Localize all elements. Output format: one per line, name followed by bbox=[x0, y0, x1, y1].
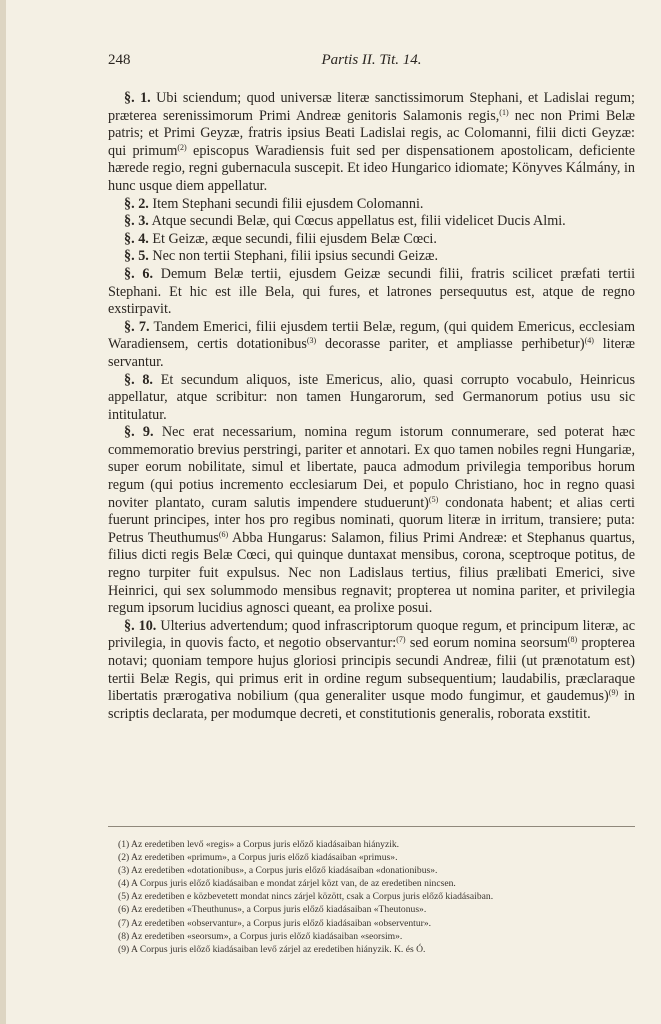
footnote: (7) Az eredetiben «observantur», a Corpus juris előző kiadásaiban «observentur». bbox=[118, 917, 432, 929]
paragraph-text: Tandem Emerici, filii ejusdem tertii Belæ, regum, (qui quidem Emericus, ecclesiam Waradiensem, certis dotationibus bbox=[108, 318, 636, 353]
section-number: §. 2. bbox=[124, 195, 149, 212]
page-number: 248 bbox=[108, 52, 131, 68]
footnote: (3) Az eredetiben «dotationibus», a Corpus juris előző kiadásaiban «donationibus». bbox=[118, 865, 438, 877]
running-head: Partis II. Tit. 14. bbox=[321, 52, 422, 68]
paragraph-section-10 bbox=[108, 618, 635, 724]
footnote-ref: (8) bbox=[567, 635, 578, 645]
section-number: §. 4. bbox=[124, 230, 149, 247]
section-number: §. 1. bbox=[124, 90, 151, 106]
paragraph-section-9 bbox=[108, 424, 635, 618]
paragraph-section-4 bbox=[108, 231, 635, 249]
paragraph-text: Item Stephani secundi filii ejusdem Colomanni. bbox=[152, 195, 424, 212]
paragraph-text: in scriptis declarata, per modumque decreti, et constitutionis generalis, roborata exstitit. bbox=[108, 688, 635, 722]
footnote-ref: (4) bbox=[584, 336, 594, 346]
section-number: §. 8. bbox=[124, 371, 153, 388]
paragraph-text: Abba Hungarus: Salamon, filius Primi Andreæ: et Stephanus quartus, filius dicti regis Belæ Cœci, qui quinque duntaxat mensibus, corona, sceptroque potitus, de regno turpiter fuit expulsus. Nec non Ladislaus tertius, filius prælibati Emerici, sive Heinrici, qui sex solummodo mensibus regnavit; propterea ut nomina pariter, et privilegia regum ipsorum lucidius agnosci queant, ea prolixe posui. bbox=[108, 529, 635, 617]
paragraph-text: Et secundum aliquos, iste Emericus, alio, quasi corrupto vocabulo, Heinricus appellatur, atque scribitur: non tamen Hungarorum, sed Germanorum potius usu sic intitulatur. bbox=[108, 371, 636, 423]
paragraph-section-5 bbox=[108, 248, 635, 266]
section-number: §. 7. bbox=[124, 318, 150, 335]
footnote: (2) Az eredetiben «primum», a Corpus juris előző kiadásaiban «primus». bbox=[118, 852, 398, 864]
paragraph-text: literæ servantur. bbox=[108, 336, 635, 370]
section-number: §. 10. bbox=[124, 617, 157, 634]
footnote: (9) A Corpus juris előző kiadásaiban levő zárjel az eredetiben hiányzik. K. és Ó. bbox=[118, 943, 426, 955]
paragraph-text: Nec erat necessarium, nomina regum istorum connumerare, sed poterat hæc commemoratio brevius perstringi, pariter et annotari. Ex quo tamen nobiles regni Hungariæ, super eorum nobilitate, simul et libertate, pauca admodum privilegia temporibus horum regum (qui potius incremento ecclesiarum Dei, et populo Christiano, hoc in regno quasi noviter plantato, curam salutis impendere studuerunt) bbox=[108, 424, 636, 511]
footnote-ref: (5) bbox=[428, 494, 439, 504]
section-number: §. 9. bbox=[124, 424, 154, 441]
footnote: (6) Az eredetiben «Theuthunus», a Corpus juris előző kiadásaiban «Theutonus». bbox=[118, 904, 427, 916]
paragraph-text: propterea notavi; quoniam tempore hujus gloriosi principis secundi Andreæ, filii (ut prænotatum est) tertii Belæ Regis, qui primus erit in ordine regum subsequentium; laudabilis, præclaraque libertatis prærogativa nobilium (qua generaliter usque modo fungimur, et gaudemus) bbox=[108, 635, 635, 705]
footnote: (8) Az eredetiben «seorsum», a Corpus juris előző kiadásaiban «seorsim». bbox=[118, 930, 403, 942]
footnote-ref: (1) bbox=[499, 107, 509, 117]
paragraph-text: Ubi sciendum; quod universæ literæ sanctissimorum Stephani, et Ladislai regum; præterea serenissimorum Primi Andreæ genitoris Salamonis regis, bbox=[108, 90, 635, 124]
paragraph-text: Demum Belæ tertii, ejusdem Geizæ secundi filii, fratris scilicet præfati tertii Stephani. Et hic est ille Bela, qui fures, et latrones persequutus est, atque de regno exstirpavit. bbox=[108, 265, 636, 318]
paragraph-text: decorasse pariter, et ampliasse perhibetur) bbox=[316, 336, 585, 353]
paragraph-text: Nec non tertii Stephani, filii ipsius secundi Geizæ. bbox=[152, 248, 439, 265]
footnotes bbox=[118, 838, 638, 956]
section-number: §. 5. bbox=[124, 248, 149, 265]
paragraph-section-8 bbox=[108, 372, 635, 425]
paragraph-section-1 bbox=[108, 90, 635, 196]
paragraph-text: Et Geizæ, æque secundi, filii ejusdem Belæ Cœci. bbox=[152, 230, 437, 247]
section-number: §. 3. bbox=[124, 213, 149, 230]
footnote: (1) Az eredetiben levő «regis» a Corpus juris előző kiadásaiban hiányzik. bbox=[118, 839, 400, 850]
paragraph-text: Ulterius advertendum; quod infrascriptorum quoque regum, et principum literæ, ac privilegia, in quovis facto, et negotio observantur: bbox=[108, 617, 636, 652]
footnote-ref: (2) bbox=[177, 142, 187, 152]
paragraph-section-7 bbox=[108, 319, 635, 372]
footnote-ref: (3) bbox=[306, 336, 317, 346]
page-header bbox=[108, 52, 635, 74]
paragraph-text: condonata habent; et alias certi fuerunt principes, inter hos pro regibus nominati, quorum literæ in irritum, transiere; puta: Petrus Theuthumus bbox=[108, 494, 635, 546]
footnote: (4) A Corpus juris előző kiadásaiban e mondat zárjel közt van, de az eredetiben nincsen. bbox=[118, 878, 456, 890]
paragraph-section-3 bbox=[108, 213, 635, 231]
body-text bbox=[108, 90, 635, 723]
footnote-ref: (9) bbox=[608, 688, 619, 698]
footnote-divider bbox=[108, 826, 635, 827]
footnote-ref: (7) bbox=[396, 635, 406, 645]
paragraph-text: sed eorum nomina seorsum bbox=[405, 635, 568, 652]
section-number: §. 6. bbox=[124, 265, 153, 282]
paragraph-text: episcopus Waradiensis fuit sed per dispensationem apostolicam, deficiente hærede regio, regni gubernacula suscepit. Et ideo Hungarico idiomate; Könyves Kálmány, in hunc usque diem appellatur. bbox=[108, 142, 636, 194]
paragraph-text: Atque secundi Belæ, qui Cœcus appellatus est, filii videlicet Ducis Almi. bbox=[151, 213, 566, 230]
paragraph-section-2 bbox=[108, 196, 635, 214]
paragraph-section-6 bbox=[108, 266, 635, 319]
footnote-ref: (6) bbox=[218, 529, 229, 539]
paragraph-text: nec non Primi Belæ patris; et Primi Geyzæ, fratris ipsius Beati Ladislai regis, ac Colomanni, filii dicti Geyzæ: qui primum bbox=[108, 107, 635, 159]
footnote: (5) Az eredetiben e közbevetett mondat nincs zárjel között, csak a Corpus juris előző kiadásaiban. bbox=[118, 891, 494, 903]
